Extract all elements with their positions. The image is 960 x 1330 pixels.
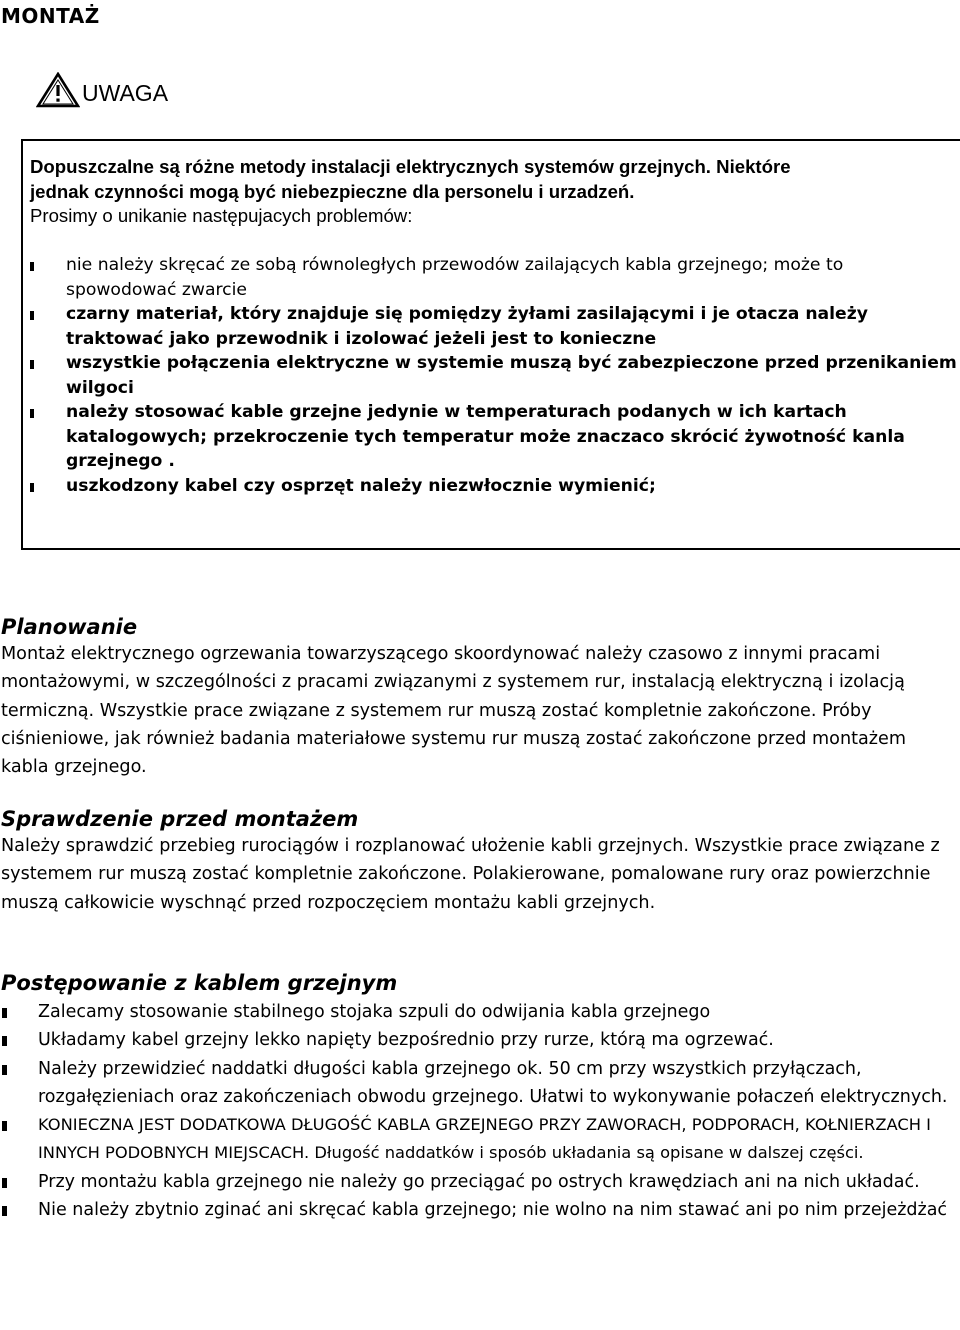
- list-item: [1, 1055, 956, 1112]
- cable-handling-list: [1, 998, 956, 1224]
- bullet-icon: [2, 1065, 7, 1075]
- section-heading: Planowanie: [1, 615, 138, 639]
- warning-list-item: [29, 302, 959, 351]
- warning-list-item: [29, 400, 959, 474]
- bullet-icon: [2, 1206, 7, 1216]
- section-heading: Sprawdzenie przed montażem: [1, 807, 359, 831]
- bullet-icon: [30, 409, 34, 418]
- warning-intro: [30, 155, 960, 229]
- page-title: MONTAŻ: [1, 4, 100, 28]
- warning-item-text: wszystkie połączenia elektryczne w systemie muszą być zabezpieczone przed przenikaniem wilgoci: [66, 353, 957, 398]
- warning-triangle-icon: [36, 72, 80, 108]
- warning-item-text: nie należy skręcać ze sobą równoległych przewodów zailających kabla grzejnego; może to spowodować zwarcie: [66, 255, 844, 300]
- bullet-icon: [30, 483, 34, 492]
- warning-heading: [36, 72, 168, 108]
- warning-box: [21, 139, 960, 550]
- section-text: Montaż elektrycznego ogrzewania towarzyszącego skoordynować należy czasowo z innymi pracami montażowymi, w szczególności z pracami związanymi z systemem rur, instalacją elektryczną i izolacją termiczną. Wszystkie prace związane z systemem rur muszą zostać kompletnie zakończone. Próby ciśnieniowe, jak również badania materiałowe systemu rur muszą zostać zakończone przed montażem kabla grzejnego.: [1, 644, 906, 778]
- warning-intro-line-2: jednak czynności mogą być niebezpieczne dla personelu i urzadzeń.: [30, 180, 635, 202]
- bullet-icon: [30, 360, 34, 369]
- warning-item-text: czarny materiał, który znajduje się pomiędzy żyłami zasilającymi i je otacza należy traktować jako przewodnik i izolować jeżeli jest to konieczne: [66, 304, 868, 349]
- list-item: [1, 1196, 956, 1224]
- list-item: [1, 1168, 956, 1196]
- section-planning: [1, 614, 956, 781]
- list-item-text: Układamy kabel grzejny lekko napięty bezpośrednio przy rurze, którą ma ogrzewać.: [38, 1030, 774, 1051]
- bullet-icon: [30, 311, 34, 320]
- list-item: [1, 1026, 956, 1054]
- warning-list: [29, 253, 959, 498]
- warning-list-item: [29, 253, 959, 302]
- bullet-icon: [2, 1178, 7, 1188]
- list-item-text: KONIECZNA JEST DODATKOWA DŁUGOŚĆ KABLA GRZEJNEGO PRZY ZAWORACH, PODPORACH, KOŁNIERZACH I INNYCH PODOBNYCH MIEJSCACH. Długość naddatków i sposób układania są opisane w dalszej części.: [38, 1115, 931, 1163]
- list-item: [1, 998, 956, 1026]
- list-item-text: Należy przewidzieć naddatki długości kabla grzejnego ok. 50 cm przy wszystkich przyłączach, rozgałęzieniach oraz zakończeniach obwodu grzejnego. Ułatwi to wykonywanie połaczeń elektrycznych.: [38, 1058, 948, 1107]
- list-item-text: Nie należy zbytnio zginać ani skręcać kabla grzejnego; nie wolno na nim stawać ani po nim przejeżdżać: [38, 1200, 948, 1221]
- section-inspection: [1, 806, 956, 917]
- warning-title: UWAGA: [82, 79, 169, 106]
- warning-intro-line-3: Prosimy o unikanie następujacych problemów:: [30, 205, 413, 226]
- warning-item-text: uszkodzony kabel czy osprzęt należy niezwłocznie wymienić;: [66, 475, 656, 496]
- list-item-text: Przy montażu kabla grzejnego nie należy go przeciągać po ostrych krawędziach ani na nich układać.: [38, 1171, 920, 1192]
- section-cable-handling: [1, 970, 956, 996]
- bullet-icon: [2, 1008, 7, 1018]
- warning-list-item: [29, 474, 959, 499]
- list-item: [1, 1111, 956, 1168]
- section-text: Należy sprawdzić przebieg rurociągów i rozplanować ułożenie kabli grzejnych. Wszystkie prace związane z systemem rur muszą zostać kompletnie zakończone. Polakierowane, pomalowane rury oraz powierzchnie muszą całkowicie wyschnąć przed rozpoczęciem montażu kabli grzejnych.: [1, 836, 940, 913]
- list-item-text: Zalecamy stosowanie stabilnego stojaka szpuli do odwijania kabla grzejnego: [38, 1002, 711, 1022]
- bullet-icon: [2, 1036, 7, 1046]
- bullet-icon: [2, 1121, 7, 1131]
- bullet-icon: [30, 262, 34, 271]
- section-heading: Postępowanie z kablem grzejnym: [1, 971, 398, 995]
- warning-item-text: należy stosować kable grzejne jedynie w temperaturach podanych w ich kartach katalogowych; przekroczenie tych temperatur może znaczaco skrócić żywotność kanla grzejnego .: [66, 402, 905, 471]
- warning-list-item: [29, 351, 959, 400]
- warning-intro-line-1: Dopuszczalne są różne metody instalacji elektrycznych systemów grzejnych. Niektóre: [30, 156, 791, 177]
